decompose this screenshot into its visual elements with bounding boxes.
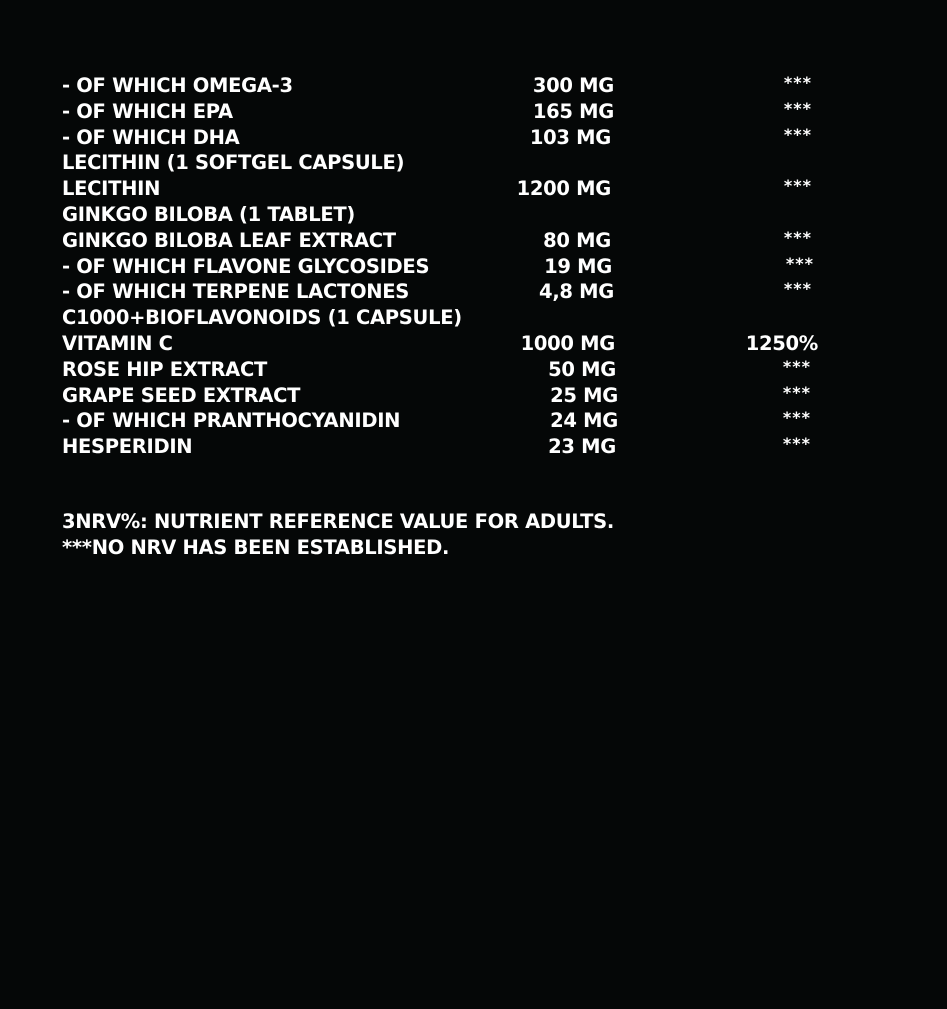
- table-row: [62, 408, 842, 434]
- table-row: [62, 357, 842, 383]
- section-header-row: [62, 202, 842, 228]
- table-row: [62, 279, 842, 305]
- ingredient-nrv: ***: [783, 176, 812, 196]
- no-nrv-note: ***NO NRV HAS BEEN ESTABLISHED.: [62, 536, 450, 559]
- section-header: C1000+BIOFLAVONOIDS (1 CAPSULE): [62, 306, 462, 330]
- ingredient-amount: 25 MG: [550, 383, 618, 407]
- ingredient-nrv: ***: [785, 253, 814, 273]
- nrv-definition-note: 3NRV%: NUTRIENT REFERENCE VALUE FOR ADULTS.: [62, 510, 615, 533]
- ingredient-amount: 165 MG: [532, 99, 614, 123]
- section-header: LECITHIN (1 SOFTGEL CAPSULE): [62, 151, 405, 175]
- ingredient-name: VITAMIN C: [62, 331, 173, 355]
- table-row: [62, 254, 842, 280]
- table-row: [62, 125, 842, 151]
- ingredient-amount: 1000 MG: [520, 331, 615, 355]
- ingredient-name: - OF WHICH EPA: [62, 99, 233, 123]
- ingredient-nrv: ***: [783, 98, 812, 118]
- ingredient-nrv: 1250%: [745, 331, 818, 355]
- nutrition-table: [62, 73, 842, 460]
- ingredient-nrv: ***: [783, 73, 812, 92]
- ingredient-name: ROSE HIP EXTRACT: [62, 357, 267, 381]
- ingredient-name: GINKGO BILOBA LEAF EXTRACT: [62, 228, 396, 252]
- ingredient-amount: 4,8 MG: [539, 280, 614, 304]
- ingredient-amount: 23 MG: [548, 435, 616, 459]
- ingredient-name: HESPERIDIN: [62, 435, 193, 459]
- ingredient-amount: 24 MG: [550, 409, 618, 433]
- table-row: [62, 383, 842, 409]
- ingredient-amount: 80 MG: [543, 228, 611, 252]
- ingredient-amount: 103 MG: [529, 125, 611, 149]
- ingredient-name: LECITHIN: [62, 177, 161, 201]
- ingredient-name: - OF WHICH DHA: [62, 125, 240, 149]
- ingredient-amount: 1200 MG: [516, 177, 611, 201]
- table-row: [62, 331, 842, 357]
- table-row: [62, 176, 842, 202]
- section-header-row: [62, 150, 842, 176]
- ingredient-name: GRAPE SEED EXTRACT: [62, 383, 301, 407]
- table-row: [62, 73, 842, 99]
- ingredient-name: - OF WHICH OMEGA-3: [62, 74, 293, 97]
- ingredient-name: - OF WHICH PRANTHOCYANIDIN: [62, 409, 401, 433]
- footnotes: [62, 509, 614, 561]
- ingredient-nrv: ***: [782, 434, 811, 454]
- section-header-row: [62, 305, 842, 331]
- ingredient-amount: 50 MG: [548, 357, 616, 381]
- table-row: [62, 228, 842, 254]
- ingredient-nrv: ***: [782, 408, 811, 428]
- table-row: [62, 99, 842, 125]
- ingredient-name: - OF WHICH TERPENE LACTONES: [62, 280, 410, 304]
- ingredient-amount: 19 MG: [544, 254, 612, 278]
- table-row: [62, 434, 842, 460]
- ingredient-nrv: ***: [783, 279, 812, 299]
- ingredient-nrv: ***: [782, 356, 811, 376]
- section-header: GINKGO BILOBA (1 TABLET): [62, 202, 356, 226]
- ingredient-name: - OF WHICH FLAVONE GLYCOSIDES: [62, 254, 430, 278]
- ingredient-nrv: ***: [783, 124, 812, 144]
- ingredient-nrv: ***: [782, 382, 811, 402]
- ingredient-amount: 300 MG: [532, 74, 614, 97]
- ingredient-nrv: ***: [783, 227, 812, 247]
